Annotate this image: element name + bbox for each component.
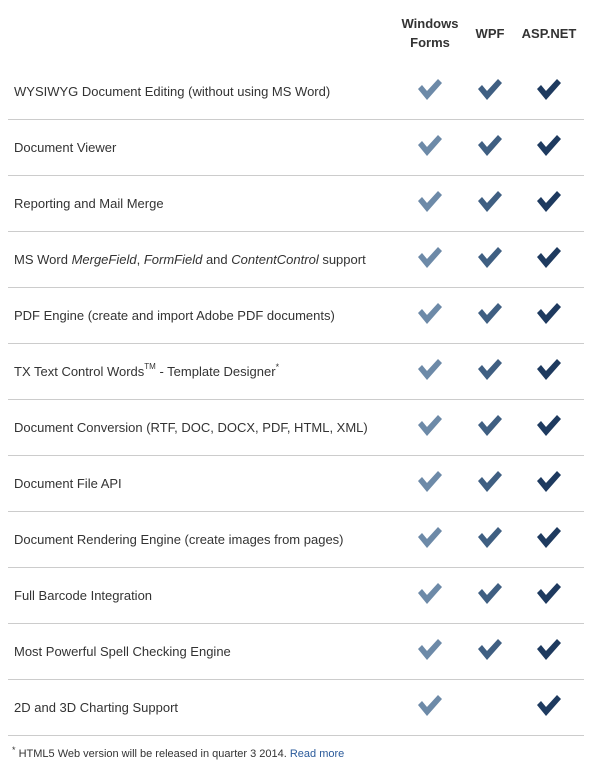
table-row (8, 64, 584, 120)
checkmark-icon-wpf (477, 413, 503, 439)
checkmark-icon-wpf (477, 581, 503, 607)
label-text: , (136, 252, 144, 267)
checkmark-icon-wpf (477, 301, 503, 327)
table-row (8, 624, 584, 680)
checkmark-icon-windows-forms (417, 469, 443, 495)
footnote-marker: * (275, 362, 280, 372)
checkmark-icon-wpf (477, 77, 503, 103)
table-row (8, 400, 584, 456)
checkmark-icon-windows-forms (417, 637, 443, 663)
checkmark-icon-windows-forms (417, 525, 443, 551)
table-row (8, 288, 584, 344)
table-row (8, 680, 584, 736)
column-header-windows-forms (394, 14, 466, 52)
footnote-text: HTML5 Web version will be released in quarter 3 2014. (15, 748, 290, 760)
table-row (8, 344, 584, 400)
feature-label (14, 232, 366, 287)
checkmark-icon-wpf (477, 189, 503, 215)
read-more-link[interactable]: Read more (289, 748, 345, 760)
table-row (8, 456, 584, 512)
label-text: and (202, 252, 232, 267)
checkmark-icon-aspnet (536, 637, 562, 663)
footnote (12, 745, 345, 760)
trademark-superscript: TM (144, 362, 156, 371)
feature-label: Document Viewer (14, 140, 117, 155)
checkmark-icon-windows-forms (417, 693, 443, 719)
feature-label: Full Barcode Integration (14, 588, 153, 603)
checkmark-icon-wpf (477, 469, 503, 495)
feature-label: Document Conversion (RTF, DOC, DOCX, PDF, HTML, XML) (14, 420, 368, 435)
checkmark-icon-aspnet (536, 357, 562, 383)
table-header (0, 0, 600, 64)
table-row (8, 176, 584, 232)
label-italic-contentcontrol: ContentControl (231, 252, 319, 267)
checkmark-icon-wpf (477, 245, 503, 271)
feature-label: PDF Engine (create and import Adobe PDF documents) (14, 308, 335, 323)
checkmark-icon-aspnet (536, 189, 562, 215)
label-text: TX Text Control Words (14, 364, 145, 379)
column-header-aspnet: ASP.NET (521, 26, 577, 41)
column-header-wpf: WPF (475, 26, 505, 41)
checkmark-icon-wpf (477, 133, 503, 159)
feature-label: Document File API (14, 476, 122, 491)
checkmark-icon-wpf (477, 525, 503, 551)
feature-label: Document Rendering Engine (create images from pages) (14, 532, 344, 547)
checkmark-icon-aspnet (536, 301, 562, 327)
column-header-windows-forms-line2: Forms (410, 35, 450, 50)
checkmark-icon-aspnet (536, 581, 562, 607)
footnote-marker: * (12, 745, 16, 755)
checkmark-icon-windows-forms (417, 357, 443, 383)
checkmark-icon-wpf (477, 637, 503, 663)
checkmark-icon-wpf (477, 357, 503, 383)
checkmark-icon-windows-forms (417, 133, 443, 159)
table-row (8, 568, 584, 624)
label-text: MS Word (14, 252, 72, 267)
feature-label: 2D and 3D Charting Support (14, 700, 179, 715)
checkmark-icon-aspnet (536, 245, 562, 271)
table-row (8, 120, 584, 176)
checkmark-icon-aspnet (536, 469, 562, 495)
table-row (8, 232, 584, 288)
feature-label: WYSIWYG Document Editing (without using MS Word) (14, 84, 331, 99)
label-italic-mergefield: MergeField (71, 252, 137, 267)
checkmark-icon-windows-forms (417, 413, 443, 439)
checkmark-icon-aspnet (536, 413, 562, 439)
checkmark-icon-windows-forms (417, 301, 443, 327)
empty-cell-wpf (477, 693, 503, 719)
feature-label: Reporting and Mail Merge (14, 196, 164, 211)
feature-table (8, 64, 584, 736)
column-header-windows-forms-line1: Windows (401, 16, 459, 31)
checkmark-icon-aspnet (536, 77, 562, 103)
label-text: - Template Designer (155, 364, 276, 379)
feature-label: Most Powerful Spell Checking Engine (14, 644, 231, 659)
checkmark-icon-aspnet (536, 525, 562, 551)
feature-label (14, 344, 279, 399)
checkmark-icon-windows-forms (417, 245, 443, 271)
label-text: support (318, 252, 366, 267)
checkmark-icon-windows-forms (417, 77, 443, 103)
checkmark-icon-windows-forms (417, 581, 443, 607)
checkmark-icon-windows-forms (417, 189, 443, 215)
checkmark-icon-aspnet (536, 133, 562, 159)
label-italic-formfield: FormField (143, 252, 203, 267)
table-row (8, 512, 584, 568)
checkmark-icon-aspnet (536, 693, 562, 719)
